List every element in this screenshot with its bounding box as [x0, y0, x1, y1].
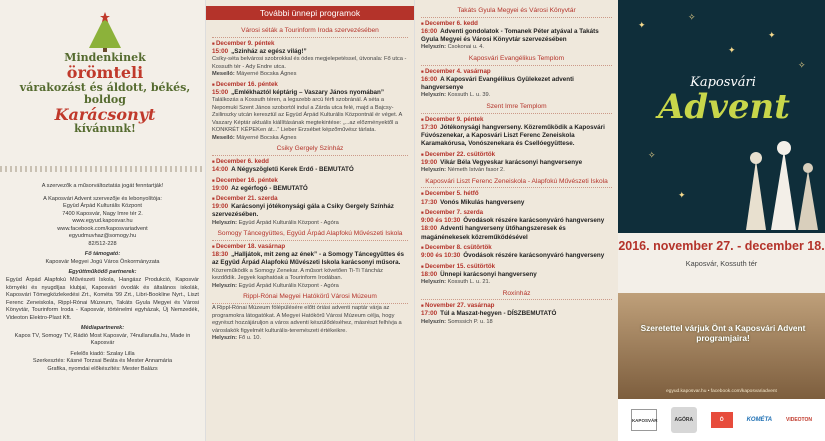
- event-title: A Kaposvári Evangélikus Gyülekezet adventi hangversenye: [421, 75, 574, 92]
- logo-advent: Advent: [658, 87, 790, 127]
- event-entry: [421, 124, 612, 149]
- event-entry: [421, 199, 612, 207]
- christmas-tree-icon: [85, 10, 125, 52]
- event-description: Közreműködik a Somogy Zenekar. A műsort követően Ti-Ti Táncház kezdődik. Jegyek kaphatóak a Tourinform Irodában.: [212, 267, 384, 282]
- partners: Együd Árpád Alapfokú Művészeti Iskola, Hangász Produkció, Kaposvár környéki és nyugdíjas klubjai, Kaposvári óvodák és általános iskolák, Kaposvári Tömegközlekedési Zrt., Kométa '99 Zrt., Libri-Bookline Nyrt., Liszt Ferenc Zeneiskola, Rippl-Rónai Múzeum, Takáts Gyula Megyei és Városi Könyvtár, Tourinform Iroda - Kaposvár, történelmi egyházak, Új Nemzedék, Videoton Elektro-Plast Kft.: [6, 277, 199, 321]
- event-entry: [212, 48, 408, 56]
- event-description: Csíky-séta belvárosi szobrokkal és ódes megjelepetéssel, útvonala: Fő utca - Kossuth tér - Ady Endre utca.: [212, 56, 407, 70]
- event-description: Találkozás a Kossuth téren, a legszebb arcú férfi szobránál. A séta a Nepomuki Szent János szobortól indul a Zárda utca felé, majd a Bajcsy-Zsilinszky utcán keresztül az Együd Árpád Kulturális Központnál ér véget. A Vaszary Képtár aktuális kiállításának megtekintése: „...az előzményektől a KONKRÉT KÉPEKen át...” Lieber Erzsébet képzőművész tárlata.: [212, 97, 402, 134]
- greeting-line3: várakozást és áldott, békés, boldog: [19, 80, 191, 106]
- event-date: ■ December 22. csütörtök: [421, 151, 612, 159]
- event-location: [212, 135, 408, 143]
- sponsor-logos: [618, 399, 825, 441]
- event-time: 17:00: [421, 310, 438, 318]
- location-label: Helyszín:: [212, 219, 237, 226]
- event-location: [421, 279, 612, 287]
- event-entry: [421, 159, 612, 167]
- event-time: 19:00: [421, 158, 438, 166]
- program-list-1: [212, 24, 408, 343]
- section-title: Csiky Gergely Színház: [212, 145, 408, 156]
- media: Kapos TV, Somogy TV, Rádió Most Kaposvár, 74nullanulla.hu, Made in Kaposvár: [14, 332, 191, 347]
- event-entry: [421, 252, 612, 260]
- greeting-line1: Mindenkinek: [64, 51, 146, 64]
- event-time: 19:00: [212, 184, 229, 192]
- event-time: 15:00: [212, 88, 229, 96]
- dotted-divider: [0, 166, 205, 172]
- event-title: Ünnepi karácsonyi hangverseny: [440, 270, 537, 278]
- org-line: 7400 Kaposvár, Nagy Imre tér 2.: [62, 210, 143, 217]
- event-location: [421, 319, 612, 327]
- greeting-panel: [0, 0, 205, 441]
- event-title: Adventi gondolatok - Tomanek Péter atyával a Takáts Gyula Megyei és Városi Könyvtár szervezésében: [421, 27, 599, 44]
- event-date: ■ December 9. péntek: [421, 116, 612, 124]
- event-title: Adventi hangverseny ütőhangszeresek és magánénekesek közreműködésével: [421, 225, 566, 241]
- logo-kaposvari: Kaposvári: [690, 75, 756, 90]
- logo-agora: AGÓRA: [671, 407, 697, 433]
- three-kings-icon: [736, 130, 821, 230]
- section-title: Városi séták a Tourinform Iroda szervezésében: [212, 27, 408, 38]
- event-title: Óvodások részére karácsonyváró hangverseny: [463, 217, 605, 225]
- event-date: ■ December 8. csütörtök: [421, 244, 612, 252]
- location-value: Fő u. 10.: [238, 335, 262, 342]
- greeting-line5: kívánunk!: [74, 122, 136, 136]
- section-title: Somogy Táncegyüttes, Együd Árpád Alapfokú Művészeti Iskola: [212, 230, 408, 241]
- event-date: ■ December 6. kedd: [421, 20, 612, 28]
- location-value: Kossuth L. u. 39.: [447, 92, 491, 99]
- date-band: [618, 233, 825, 293]
- event-date: ■ December 16. péntek: [212, 177, 408, 185]
- programs-header: További ünnepi programok: [206, 6, 414, 20]
- event-entry: [212, 166, 408, 174]
- location-value: Csokonai u. 4.: [447, 44, 484, 51]
- section-title: Roxínház: [421, 290, 612, 301]
- event-place: Kaposvár, Kossuth tér: [685, 259, 758, 269]
- invite-area: [618, 293, 825, 399]
- greeting-line2: örömteli: [66, 63, 144, 83]
- event-entry: [421, 217, 612, 225]
- media-heading: Médiapartnerek:: [80, 325, 125, 332]
- event-title: „Halljátok, mit zeng az ének” - a Somogy Táncegyüttes és az Együd Árpád Alapfokú Művészeti Iskola karácsonyi műsora.: [212, 251, 404, 267]
- event-time: 15:00: [212, 47, 229, 55]
- event-time: 9:00 és 10:30: [421, 252, 461, 260]
- credits-intro: A szervezők a műsorváltoztatás jogát fenntartják!: [41, 183, 164, 189]
- event-location: [421, 167, 612, 175]
- greeting-text: [10, 52, 200, 136]
- location-label: Helyszín:: [212, 335, 237, 342]
- location-value: Együd Árpád Kulturális Központ - Agóra: [238, 219, 339, 226]
- event-title: „Szinház az egész világ!”: [231, 47, 307, 55]
- programs-panel-2: [414, 0, 618, 441]
- location-label: Helyszín:: [212, 282, 237, 289]
- location-label: Helyszín:: [421, 92, 446, 99]
- org-line: Együd Árpád Kulturális Központ: [63, 203, 142, 210]
- event-location: [212, 220, 408, 228]
- event-entry: [212, 251, 408, 268]
- logo-o: Ó: [711, 412, 733, 428]
- credits-org: A Kaposvári Advent szervezője és lebonyolítója:: [43, 195, 162, 202]
- event-title: Vikár Béla Vegyeskar karácsonyi hangversenye: [440, 158, 583, 166]
- event-time: 16:00: [421, 75, 438, 83]
- design: Grafika, nyomdai előkészítés: Mester Balázs: [47, 366, 158, 373]
- advent-logo: [658, 75, 790, 127]
- location-label: Meseíló:: [212, 134, 235, 141]
- event-entry: [212, 203, 408, 220]
- section-title: Kaposvári Evangélikus Templom: [421, 55, 612, 66]
- location-label: Helyszín:: [421, 279, 446, 286]
- event-time: 17:30: [421, 123, 438, 131]
- editor: Felelős kiadó: Szalay Lilla: [70, 350, 135, 357]
- event-description: A Rippl-Rónai Múzeum fölépülésére előtt óriási adventi naptár várja az programokra látogatókat. A Megyei Hatókörű Városi Múzeum célja, hogy egyrészt hozzájáruljon a város adventi készülődéséhez, másrészt felhívja a városlakók figyelmét kulturális-teremészeti értékeikre.: [212, 305, 402, 334]
- event-title: „Emlékhaztól képtárig – Vaszary János nyomában”: [231, 88, 385, 96]
- location-value: Németh István fasor 2.: [447, 167, 505, 174]
- location-label: Helyszín:: [421, 44, 446, 51]
- credits-org-lines: [6, 203, 199, 248]
- programs-panel-1: [205, 0, 414, 441]
- event-time: 16:00: [421, 27, 438, 35]
- event-location: [421, 44, 612, 52]
- logo-kometa: KOMÉTA: [746, 417, 773, 423]
- event-time: 18:00: [421, 225, 438, 233]
- web-links: egyud.kaposvar.hu • facebook.com/kaposvariadvent: [666, 389, 777, 394]
- greeting-line4: Karácsonyt: [54, 104, 156, 124]
- section-title: Szent Imre Templom: [421, 103, 612, 114]
- event-entry: [421, 310, 612, 318]
- event-entry: [421, 225, 612, 242]
- event-time: 19:00: [212, 203, 229, 211]
- event-title: A Négyszögletű Kerek Erdő - BEMUTATÓ: [231, 166, 354, 174]
- event-entry: [421, 76, 612, 93]
- event-location: [212, 283, 408, 291]
- sponsor-heading: Fő támogató:: [84, 251, 121, 258]
- location-label: Meseíló:: [212, 71, 235, 78]
- sponsor: Kaposvár Megyei Jogú Város Önkormányzata: [45, 258, 160, 265]
- event-date: ■ December 16. péntek: [212, 81, 408, 89]
- cover-panel: ✦ ✧ ✦ ✧ ✧ ✦ ✦ Kaposvári Advent 2016. november 27. - december 18. Kaposvár, Kossuth tér Szeretettel várjuk Önt a Kaposvári Advent programjaira! egyud.kaposvar.hu • facebook.com/kaposvariadvent KAPOSVÁR AGÓRA Ó KOMÉTA VIDEOTON: [618, 0, 825, 441]
- program-list-2: [421, 4, 612, 326]
- event-entry: [421, 28, 612, 45]
- event-date: ■ December 18. vasárnap: [212, 243, 408, 251]
- event-date: ■ December 6. kedd: [212, 158, 408, 166]
- section-title: Rippl-Rónai Megyei Hatókörű Városi Múzeum: [212, 293, 408, 304]
- event-time: 14:00: [212, 166, 229, 174]
- event-title: Karácsonyi jótékonysági gála a Csiky Gergely Színház szervezésében.: [212, 203, 394, 219]
- event-time: 9:00 és 10:30: [421, 217, 461, 225]
- org-line: egyudmuvhaz@somogy.hu: [68, 233, 137, 240]
- event-dates: 2016. november 27. - december 18.: [618, 239, 825, 253]
- editors: Szerkesztés: Kásné Torzsai Beáta és Mester Annamária: [32, 358, 173, 365]
- invite-text: Szeretettel várjuk Önt a Kaposvári Advent programjaira!: [640, 323, 806, 344]
- event-location: [212, 71, 408, 79]
- location-value: Máyerné Bocska Ágnes: [236, 71, 297, 78]
- section-title: Takáts Gyula Megyei és Városi Könyvtár: [421, 7, 612, 18]
- partners-heading: Együttműködő partnerek:: [68, 269, 137, 276]
- event-entry: [212, 185, 408, 193]
- event-title: Vonós Mikulás hangverseny: [440, 198, 525, 206]
- event-title: Az egérfogó - BEMUTATÓ: [231, 184, 308, 192]
- event-date: ■ December 5. hétfő: [421, 190, 612, 198]
- event-title: Túl a Maszat-hegyen - DÍSZBEMUTATÓ: [440, 310, 557, 318]
- event-entry: [212, 89, 408, 97]
- org-line: 82/512-228: [88, 240, 117, 247]
- event-date: ■ December 4. vasárnap: [421, 68, 612, 76]
- event-title: Óvodások részére karácsonyváró hangverseny: [463, 252, 605, 260]
- event-date: ■ December 9. péntek: [212, 40, 408, 48]
- org-line: www.egyud.kaposvar.hu: [72, 218, 133, 225]
- location-label: Helyszín:: [421, 318, 446, 325]
- event-date: ■ December 21. szerda: [212, 195, 408, 203]
- org-line: www.facebook.com/kaposvariadvent: [57, 225, 148, 232]
- event-entry: [421, 271, 612, 279]
- event-time: 18:30: [212, 251, 229, 259]
- section-title: Kaposvári Liszt Ferenc Zeneiskola - Alapfokú Művészeti Iskola: [421, 178, 612, 189]
- location-value: Máyerné Bocska Ágnes: [236, 134, 297, 141]
- event-time: 18:00: [421, 270, 438, 278]
- location-value: Kossuth L. u. 21.: [447, 279, 491, 286]
- location-label: Helyszín:: [421, 167, 446, 174]
- logo-videoton: VIDEOTON: [786, 417, 813, 423]
- event-title: Jótékonysági hangverseny. Közreműködik a Kaposvári Fúvószenekar, a Kaposvári Liszt Ferenc Zeneiskola Karamakórusa, Vonószenekara és Csellóegyüttese.: [421, 123, 605, 148]
- event-time: 17:30: [421, 198, 438, 206]
- location-value: Somssich P. u. 18: [447, 318, 493, 325]
- location-value: Együd Árpád Kulturális Központ - Agóra: [238, 282, 339, 289]
- event-location: [421, 92, 612, 100]
- logo-kaposvar: KAPOSVÁR: [631, 409, 657, 431]
- event-date: ■ December 7. szerda: [421, 209, 612, 217]
- credits: [6, 183, 199, 374]
- event-location: [212, 335, 408, 343]
- event-date: ■ November 27. vasárnap: [421, 302, 612, 310]
- event-date: ■ December 15. csütörtök: [421, 263, 612, 271]
